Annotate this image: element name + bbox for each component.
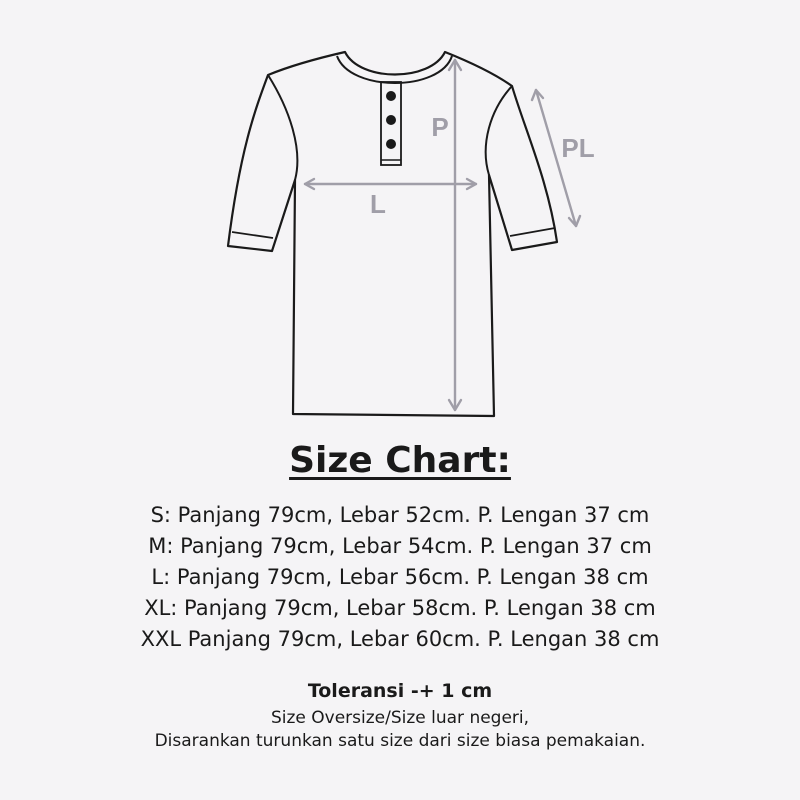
- size-row-l: L: Panjang 79cm, Lebar 56cm. P. Lengan 38 cm: [151, 565, 649, 589]
- size-row-xl: XL: Panjang 79cm, Lebar 58cm. P. Lengan 38 cm: [144, 596, 656, 620]
- recommendation-note: Disarankan turunkan satu size dari size biasa pemakaian.: [154, 731, 646, 751]
- oversize-note: Size Oversize/Size luar negeri,: [270, 708, 530, 728]
- size-list: [0, 500, 800, 655]
- size-row-s: S: Panjang 79cm, Lebar 52cm. P. Lengan 37 cm: [150, 503, 650, 527]
- button-3: [386, 139, 396, 149]
- width-label: L: [370, 189, 386, 219]
- size-chart-title: Size Chart:: [289, 440, 511, 481]
- size-row-xxl: XXL Panjang 79cm, Lebar 60cm. P. Lengan 38 cm: [140, 627, 660, 651]
- button-1: [386, 91, 396, 101]
- button-2: [386, 115, 396, 125]
- length-label: P: [431, 112, 449, 142]
- shirt-outline: [228, 52, 557, 416]
- tolerance-note: Toleransi -+ 1 cm: [307, 680, 493, 702]
- sleeve-label: PL: [561, 133, 595, 163]
- size-row-m: M: Panjang 79cm, Lebar 54cm. P. Lengan 37 cm: [148, 534, 652, 558]
